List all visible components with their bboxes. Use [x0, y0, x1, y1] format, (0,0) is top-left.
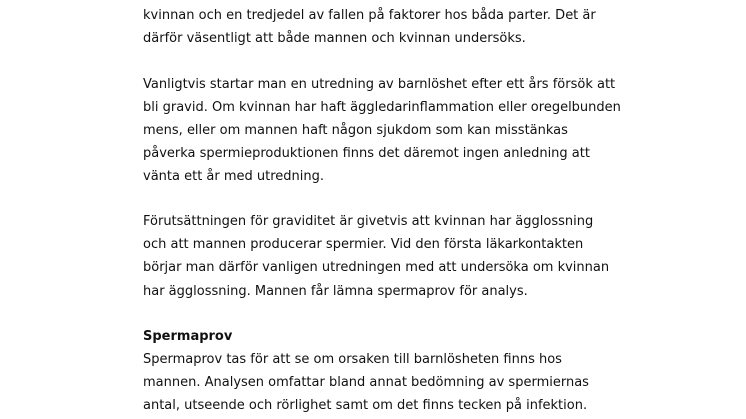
paragraph-3-line-1: Förutsättningen för graviditet är givetvis att kvinnan har ägglossning — [143, 214, 594, 229]
paragraph-2-line-5: vänta ett år med utredning. — [143, 169, 325, 184]
paragraph-3-line-4: har ägglossning. Mannen får lämna spermaprov för analys. — [143, 284, 528, 299]
section-heading: Spermaprov — [143, 329, 233, 344]
paragraph-2-line-1: Vanligtvis startar man en utredning av barnlöshet efter ett års försök att — [143, 77, 616, 92]
section-line-3: antal, utseende och rörlighet samt om det finns tecken på infektion. — [143, 398, 588, 413]
paragraph-1-line-2: därför väsentligt att både mannen och kvinnan undersöks. — [143, 31, 526, 46]
paragraph-2-line-3: mens, eller om mannen haft någon sjukdom som kan misstänkas — [143, 123, 568, 138]
paragraph-2-line-2: bli gravid. Om kvinnan har haft äggledarinflammation eller oregelbunden — [143, 100, 621, 115]
section-line-1: Spermaprov tas för att se om orsaken till barnlösheten finns hos — [143, 352, 562, 367]
paragraph-1-line-1: kvinnan och en tredjedel av fallen på faktorer hos båda parter. Det är — [143, 8, 596, 23]
paragraph-3-line-2: och att mannen producerar spermier. Vid den första läkarkontakten — [143, 237, 584, 252]
paragraph-2-line-4: påverka spermieproduktionen finns det däremot ingen anledning att — [143, 146, 590, 161]
paragraph-3-line-3: börjar man därför vanligen utredningen med att undersöka om kvinnan — [143, 260, 610, 275]
section-line-2: mannen. Analysen omfattar bland annat bedömning av spermiernas — [143, 375, 589, 390]
